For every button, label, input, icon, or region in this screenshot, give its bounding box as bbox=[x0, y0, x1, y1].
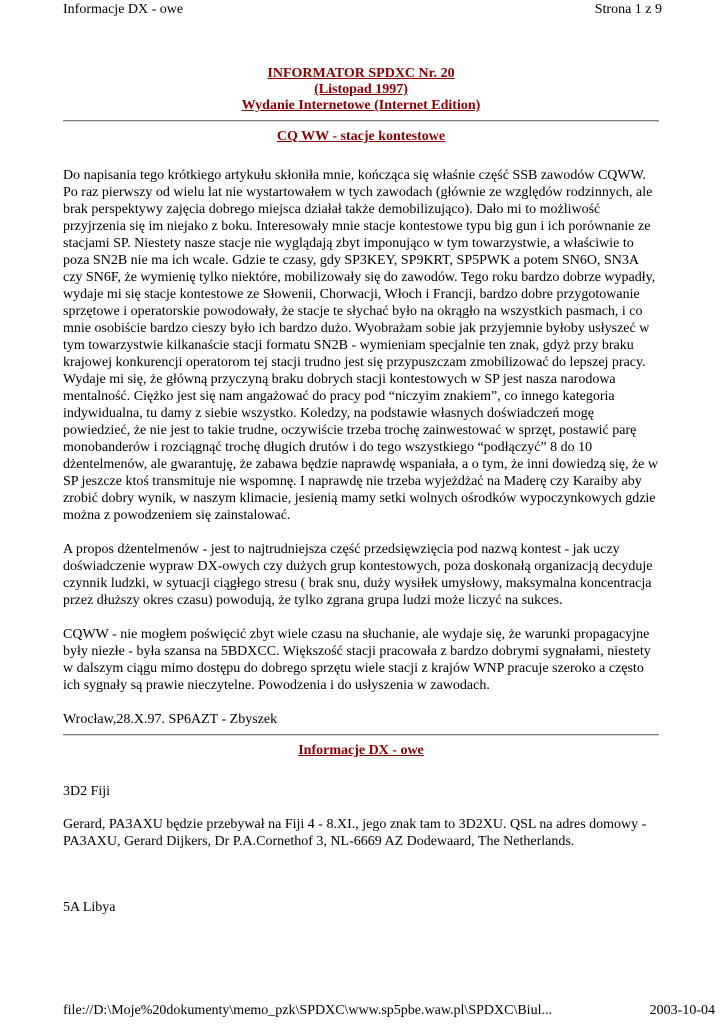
dx-item-text: Gerard, PA3AXU będzie przebywał na Fiji 4 - 8.XI., jego znak tam to 3D2XU. QSL na adres domowy - PA3AXU, Gerard Dijkers, Dr P.A.Cornethof 3, NL-6669 AZ Dodewaard, The Netherlands. bbox=[63, 817, 647, 849]
dx-item-heading: 5A Libya bbox=[63, 900, 116, 915]
page-header-title: Informacje DX - owe bbox=[63, 2, 184, 17]
section-title-contest bbox=[63, 129, 659, 145]
masthead-date: (Listopad 1997) bbox=[314, 82, 408, 97]
divider bbox=[63, 734, 659, 736]
section-title-dx bbox=[63, 743, 659, 759]
masthead bbox=[63, 66, 659, 114]
masthead-edition: Wydanie Internetowe (Internet Edition) bbox=[241, 98, 481, 113]
section-title-contest-text: CQ WW - stacje kontestowe bbox=[276, 129, 446, 144]
article-paragraph-1: Do napisania tego krótkiego artykułu skłoniła mnie, kończąca się właśnie część SSB zawodów CQWW. Po raz pierwszy od wielu lat nie wystartowałem w tych zawodach (głównie ze względów rodzinnych, ale brak perspektywy zajęcia dobrego miejsca działał także demobilizująco). Dało mi to możliwość przyjrzenia się im niejako z boku. Interesowały mnie stacje kontestowe typu big gun i ich porównanie ze stacjami SP. Niestety nasze stacje nie wyglądają zbyt imponująco w tym towarzystwie, a właściwie to poza SN2B nie ma ich wcale. Gdzie te czasy, gdy SP3KEY, SP9KRT, SP5PWK a potem SN6O, SN3A czy SN6F, że wymienię tylko niektóre, mobilizowały się do zawodów. Tego roku bardzo dobrze wypadły, wydaje mi się stacje kontestowe ze Słowenii, Chorwacji, Włoch i Francji, bardzo dobre przygotowanie sprzętowe i operatorskie powodowały, że stacje te słychać było na okrągło na wszystkich pasmach, i co mnie osobiście bardzo cieszy było ich bardzo dużo. Wyobrażam sobie jak przyjemnie byłoby usłyszeć w tym towarzystwie kilkanaście stacji formatu SN2B - wymieniam specjalnie ten znak, gdyż przy braku krajowej konkurencji operatorom tej stacji trudno jest się przypuszczam zmobilizować do lepszej pracy. Wydaje mi się, że główną przyczyną braku dobrych stacji kontestowych w SP jest nasza narodowa mentalność. Ciężko jest się nam angażować do pracy pod “niczyim znakiem”, co innego kategoria indywidualna, tu damy z siebie wszystko. Koledzy, na podstawie własnych doświadczeń mogę powiedzieć, że nie jest to takie trudne, oczywiście trzeba trochę zainwestować w sprzęt, postawić parę monobanderów i rozciągnąć trochę długich drutów i do tego wszystkiego “podłączyć” 8 do 10 dżentelmenów, ale gwarantuję, że zabawa będzie naprawdę wspaniała, a o tym, że inni dowiedzą się, że w SP jeszcze ktoś transmituje nie wspomnę. I naprawdę nie trzeba wyjeżdżać na Maderę czy Karaiby aby zrobić dobry wynik, w naszym klimacie, jesienią mamy setki wolnych ośrodków wypoczynkowych gdzie można z powodzeniem się zainstalować. bbox=[63, 168, 658, 523]
document-body bbox=[63, 66, 659, 916]
article-paragraph-2: A propos dżentelmenów - jest to najtrudniejsza część przedsięwzięcia pod nazwą kontest - jak uczy doświadczenie wypraw DX-owych czy dużych grup kontestowych, poza doskonałą organizacją decyduje czynnik ludzki, w sytuacji ciągłego stresu ( brak snu, duży wysiłek umysłowy, maksymalna koncentracja przez dłuższy okres czasu) powodują, że tylko zgrana grupa ludzi może liczyć na sukces. bbox=[63, 542, 653, 608]
section-title-dx-text: Informacje DX - owe bbox=[298, 743, 424, 758]
divider bbox=[63, 120, 659, 122]
article-paragraph-3: CQWW - nie mogłem poświęcić zbyt wiele czasu na słuchanie, ale wydaje się, że warunki propagacyjne były niezłe - była szansa na 5BDXCC. Większość stacji pracowała z bardzo dobrymi sygnałami, niestety w dalszym ciągu mimo dostępu do dobrego sprzętu wiele stacji z krajów WNP pracuje szeroko a często ich sygnały są prawie nieczytelne. Powodzenia i do usłyszenia w zawodach. bbox=[63, 627, 651, 693]
dx-item-heading: 3D2 Fiji bbox=[63, 784, 111, 799]
footer-file-path: file://D:\Moje%20dokumenty\memo_pzk\SPDXC\www.sp5pbe.waw.pl\SPDXC\Biul... bbox=[63, 1003, 552, 1018]
article-signature: Wrocław,28.X.97. SP6AZT - Zbyszek bbox=[63, 712, 278, 727]
masthead-title: INFORMATOR SPDXC Nr. 20 bbox=[267, 66, 455, 81]
page-number: Strona 1 z 9 bbox=[594, 2, 662, 17]
footer-date: 2003-10-04 bbox=[649, 1003, 715, 1018]
